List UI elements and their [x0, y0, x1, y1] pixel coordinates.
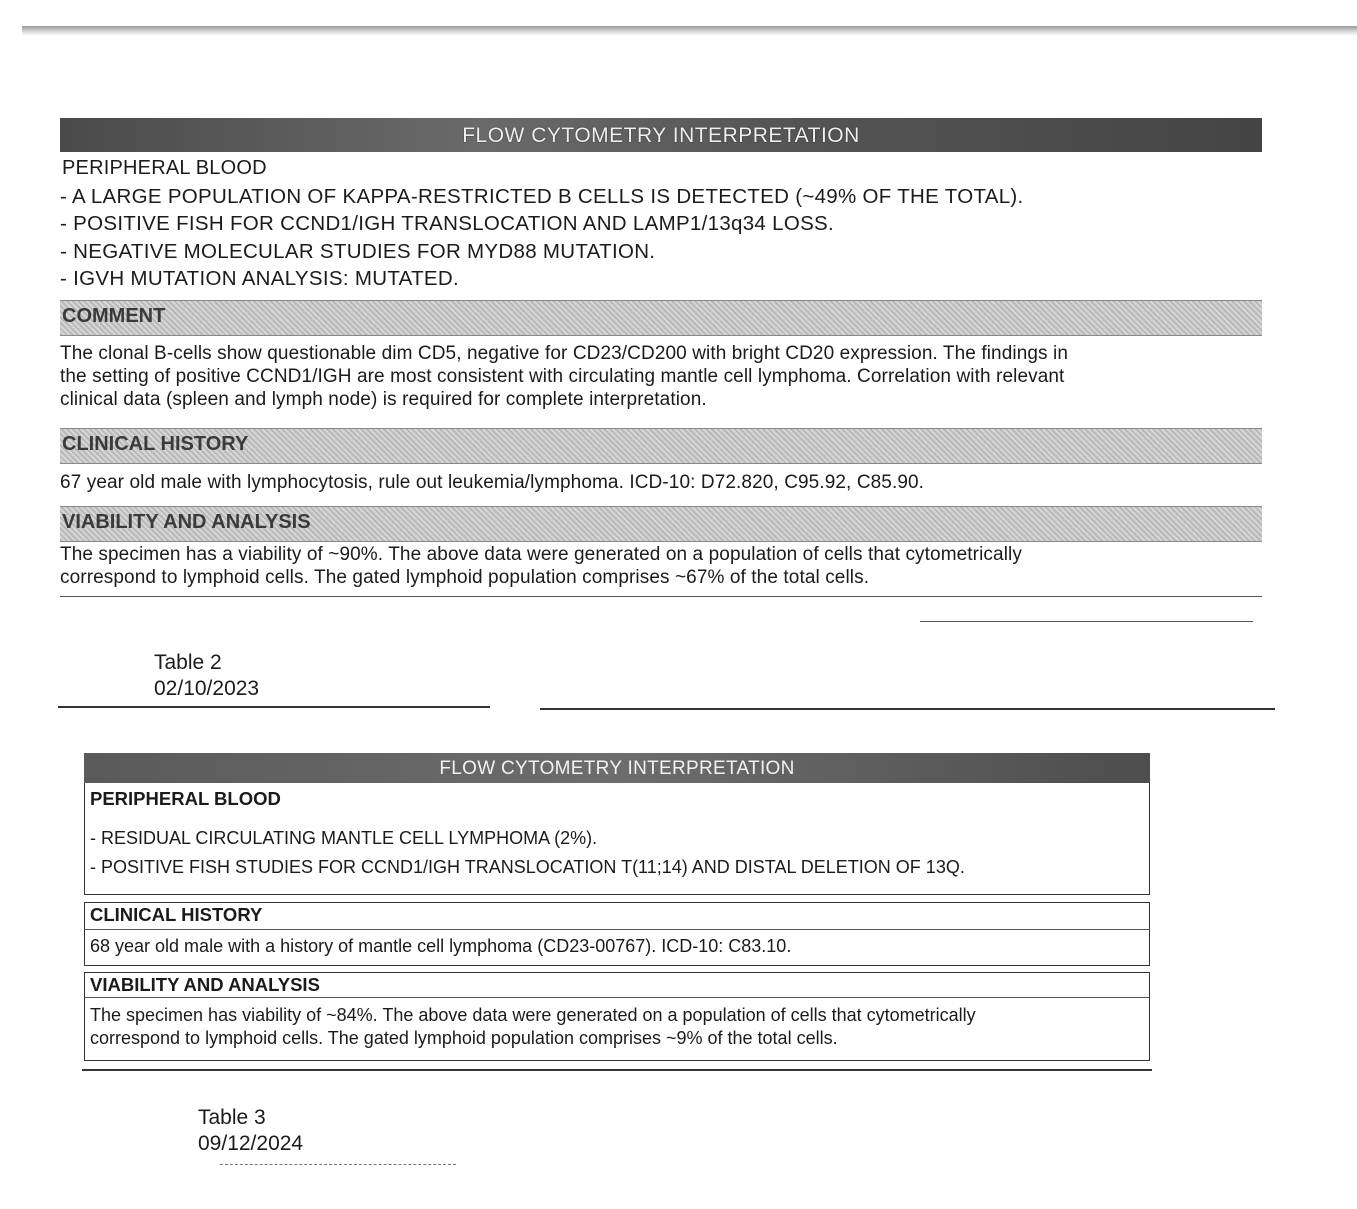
report2-viability-heading: VIABILITY AND ANALYSIS — [90, 974, 320, 995]
report2-history-text: 68 year old male with a history of mantle cell lymphoma (CD23-00767). ICD-10: C83.10. — [90, 936, 792, 956]
table2-date: 02/10/2023 — [154, 677, 260, 700]
divider — [60, 596, 1262, 597]
divider — [220, 1164, 456, 1165]
report2-history-heading: CLINICAL HISTORY — [90, 904, 263, 925]
report2-finding-2: - POSITIVE FISH STUDIES FOR CCND1/IGH TRANSLOCATION T(11;14) AND DISTAL DELETION OF 13Q. — [90, 857, 965, 877]
report1-comment-line-1: The clonal B-cells show questionable dim CD5, negative for CD23/CD200 with bright CD20 expression. The findings in — [60, 343, 1068, 364]
divider — [84, 929, 1150, 930]
divider — [82, 1069, 1152, 1071]
report2-specimen: PERIPHERAL BLOOD — [90, 788, 281, 809]
report1-comment-header — [60, 300, 1262, 336]
report1-finding-4: - IGVH MUTATION ANALYSIS: MUTATED. — [60, 267, 459, 290]
report1-history-heading: CLINICAL HISTORY — [62, 433, 249, 455]
report1-specimen: PERIPHERAL BLOOD — [62, 157, 267, 179]
report2-viability-line-1: The specimen has viability of ~84%. The above data were generated on a population of cells that cytometrically — [90, 1005, 976, 1025]
report1-title: FLOW CYTOMETRY INTERPRETATION — [60, 118, 1262, 152]
report1-comment-text — [60, 342, 1220, 411]
report1-finding-1: - A LARGE POPULATION OF KAPPA-RESTRICTED B CELLS IS DETECTED (~49% OF THE TOTAL). — [60, 185, 1024, 208]
report1-finding-2: - POSITIVE FISH FOR CCND1/IGH TRANSLOCATION AND LAMP1/13q34 LOSS. — [60, 212, 835, 235]
table2-label: Table 2 — [154, 651, 222, 674]
divider — [84, 997, 1150, 998]
table2-caption — [154, 650, 259, 702]
table3-caption — [198, 1105, 303, 1157]
report1-history-text: 67 year old male with lymphocytosis, rule out leukemia/lymphoma. ICD-10: D72.820, C95.92, C85.90. — [60, 472, 925, 493]
report1-viability-heading: VIABILITY AND ANALYSIS — [62, 511, 311, 533]
report2-finding-1: - RESIDUAL CIRCULATING MANTLE CELL LYMPHOMA (2%). — [90, 828, 598, 848]
report1-history-header — [60, 428, 1262, 464]
report1-comment-line-2: the setting of positive CCND1/IGH are most consistent with circulating mantle cell lymphoma. Correlation with relevant — [60, 366, 1065, 387]
report1-comment-heading: COMMENT — [62, 305, 166, 327]
report1-viability-line-1: The specimen has a viability of ~90%. The above data were generated on a population of cells that cytometrically — [60, 544, 1022, 565]
divider — [58, 706, 490, 708]
table3-label: Table 3 — [198, 1106, 266, 1129]
scan-top-edge — [22, 26, 1357, 36]
divider — [540, 708, 1275, 710]
report1-finding-3: - NEGATIVE MOLECULAR STUDIES FOR MYD88 MUTATION. — [60, 240, 656, 263]
report1-viability-line-2: correspond to lymphoid cells. The gated lymphoid population comprises ~67% of the total cells. — [60, 567, 870, 588]
report1-viability-text — [60, 543, 1220, 589]
divider — [920, 621, 1253, 622]
report2-title: FLOW CYTOMETRY INTERPRETATION — [84, 753, 1150, 783]
report1-comment-line-3: clinical data (spleen and lymph node) is required for complete interpretation. — [60, 389, 707, 410]
report2-viability-line-2: correspond to lymphoid cells. The gated lymphoid population comprises ~9% of the total cells. — [90, 1028, 838, 1048]
table3-date: 09/12/2024 — [198, 1132, 304, 1155]
report1-viability-header — [60, 506, 1262, 542]
